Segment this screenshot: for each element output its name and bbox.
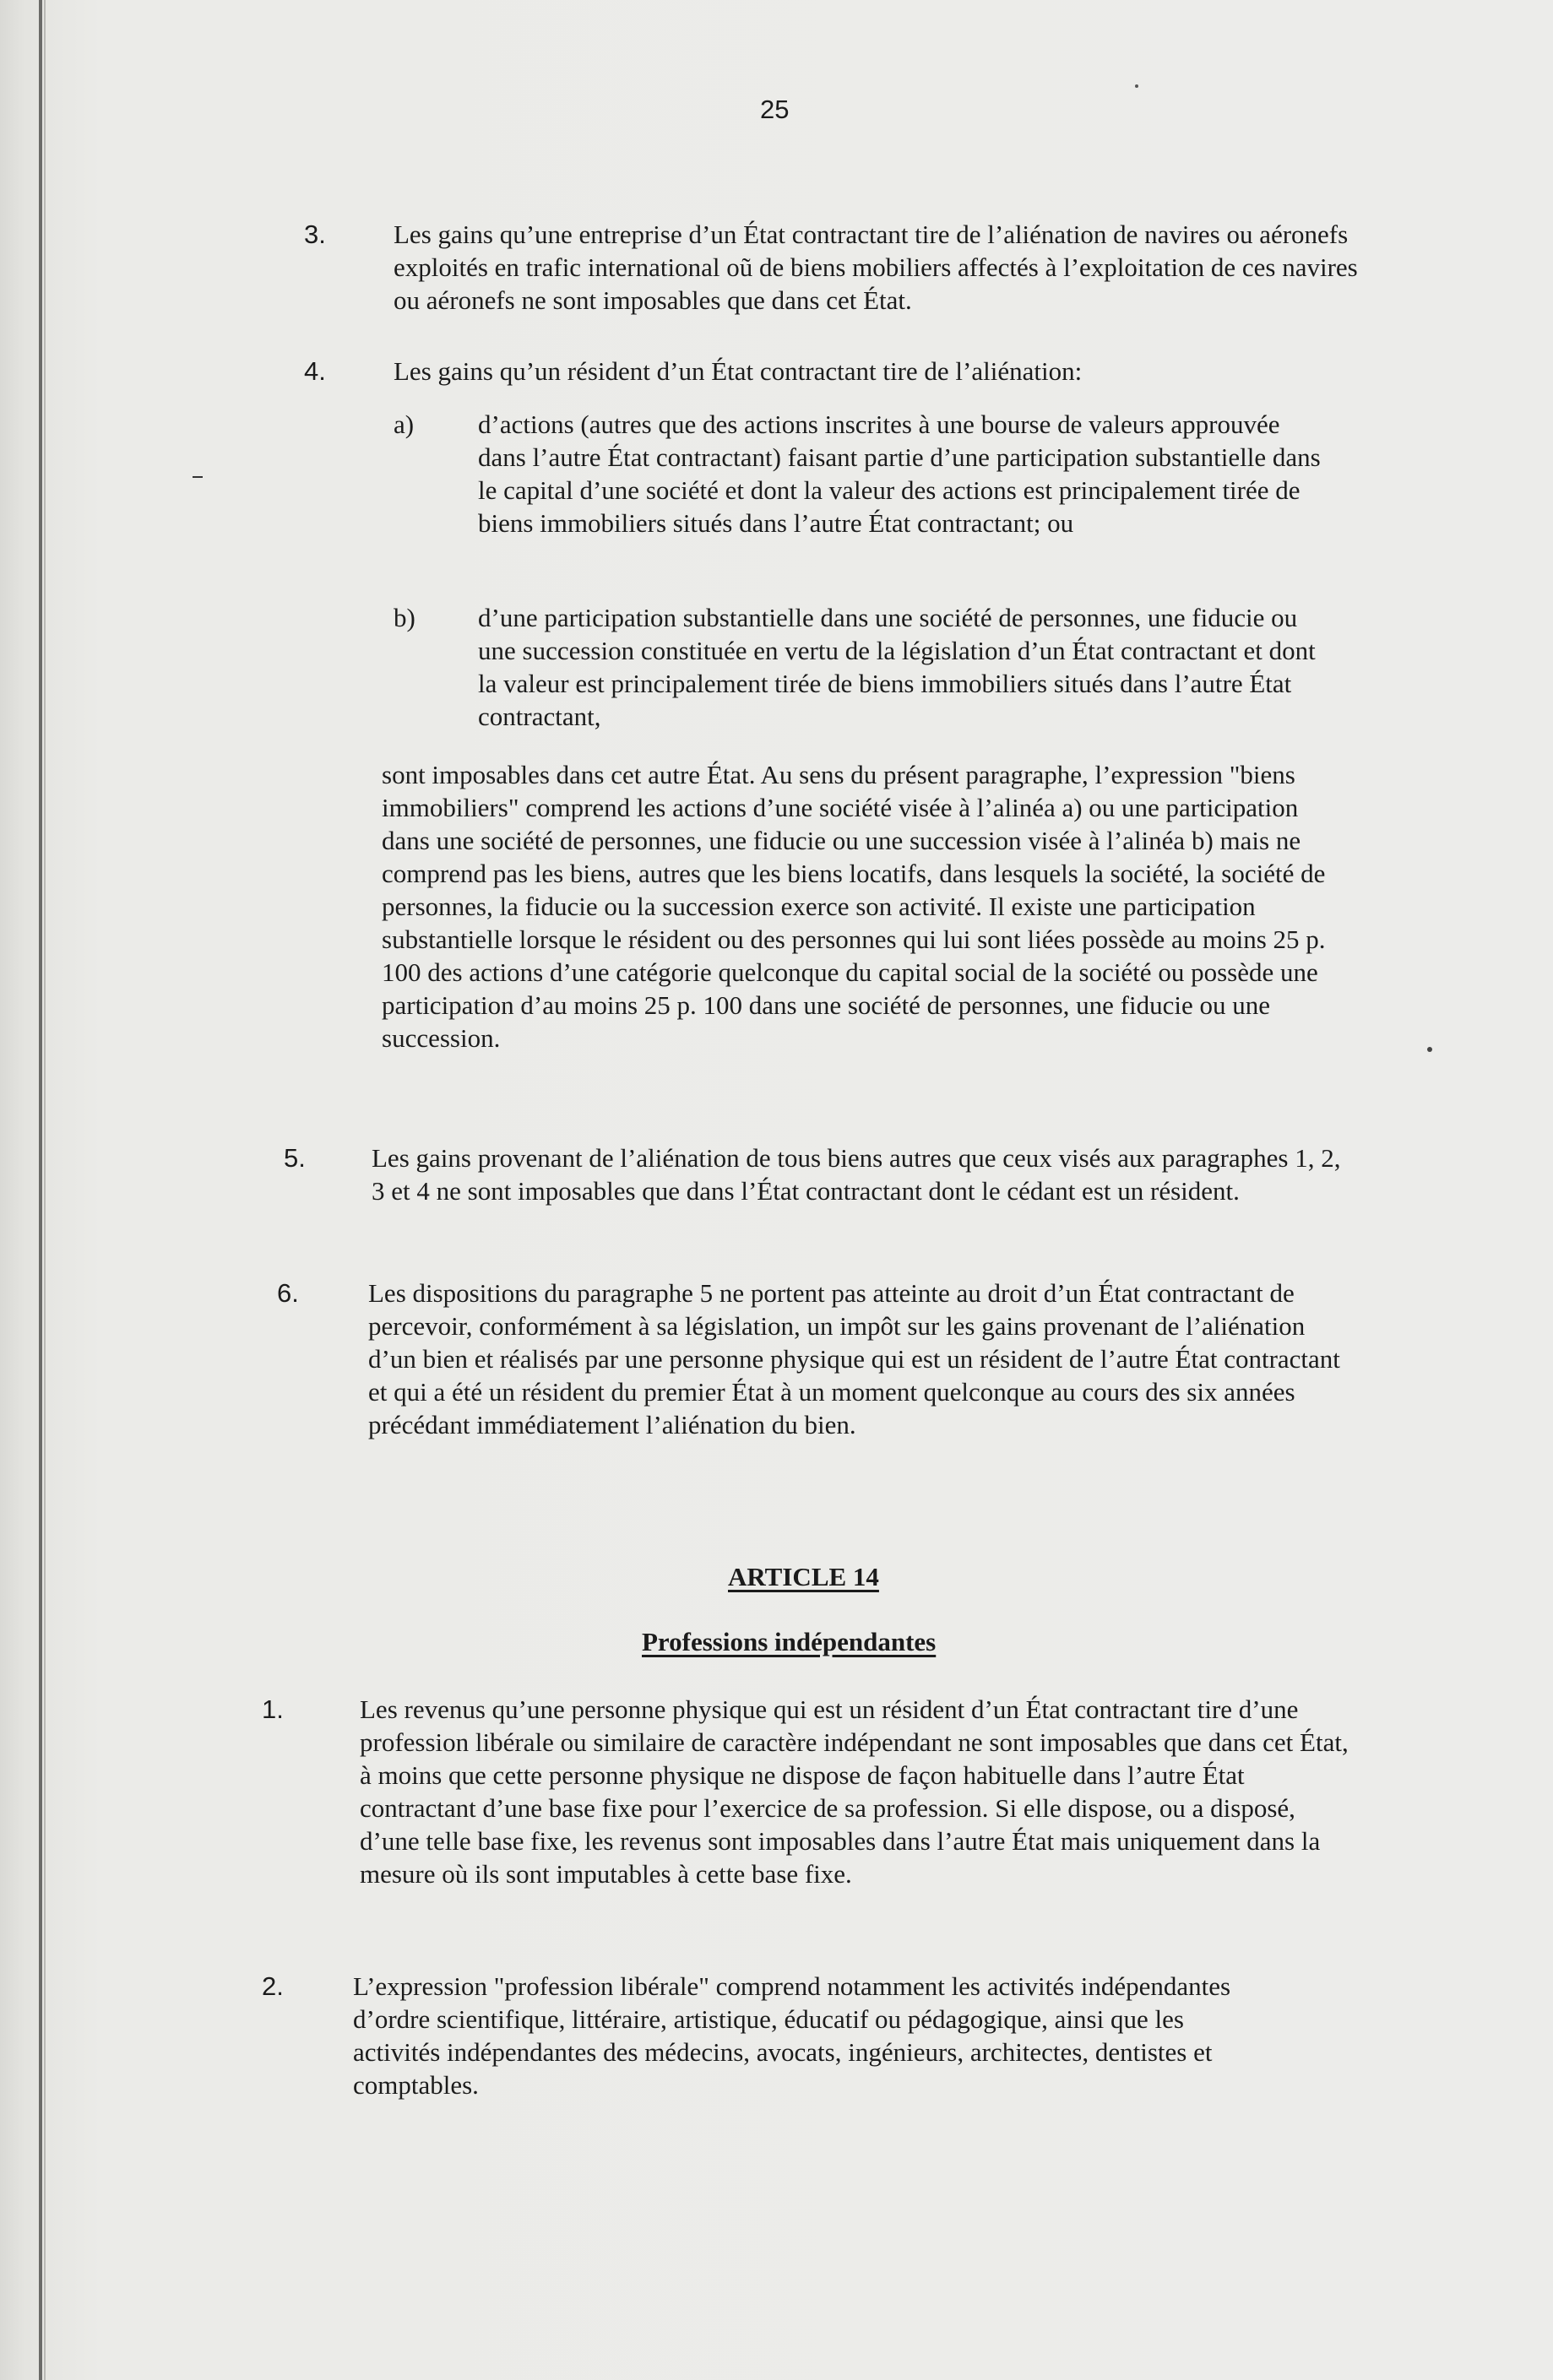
subparagraph-a-text: d’actions (autres que des actions inscrites à une bourse de valeurs approuvée dans l’autre État contractant) faisant partie d’une participation substantielle dans le capital d’une société et dont la valeur des actions est principalement tirée de biens immobiliers situés dans l’autre État contractant; ou [478,409,1321,538]
paragraph-5-text: Les gains provenant de l’aliénation de tous biens autres que ceux visés aux paragraphes 1, 2, 3 et 4 ne sont imposables que dans l’État contractant dont le cédant est un résident. [372,1143,1341,1206]
paragraph-5-number: 5. [284,1143,306,1173]
article-title: ARTICLE 14 [728,1562,879,1591]
subparagraph-a-label: a) [394,409,415,439]
paragraph-4-closing: sont imposables dans cet autre État. Au sens du présent paragraphe, l’expression "biens immobiliers" comprend les actions d’une société visée à l’alinéa a) ou une participation dans une société de personnes, une fiducie ou une succession visée à l’alinéa b) mais ne comprend pas les biens, autres que les biens locatifs, dans lesquels la société, la société de personnes, la fiducie ou la succession exerce son activité. Il existe une participation substantielle lorsque le résident ou des personnes qui lui sont liées possède au moins 25 p. 100 des actions d’une catégorie quelconque du capital social de la société ou possède une participation d’au moins 25 p. 100 dans une société de personnes, une fiducie ou une succession. [382,760,1326,1053]
subparagraph-b-label: b) [394,603,415,632]
paragraph-4-number: 4. [304,356,326,386]
paragraph-3-number: 3. [304,220,326,249]
article-paragraph-1-number: 1. [262,1694,284,1724]
paragraph-4-intro: Les gains qu’un résident d’un État contractant tire de l’aliénation: [394,356,1083,386]
article-paragraph-2-text: L’expression "profession libérale" comprend notamment les activités indépendantes d’ordre scientifique, littéraire, artistique, éducatif ou pédagogique, ainsi que les activités indépendantes des médecins, avocats, ingénieurs, architectes, dentistes et comptables. [353,1971,1231,2100]
article-subtitle: Professions indépendantes [642,1627,937,1656]
article-paragraph-1-text: Les revenus qu’une personne physique qui est un résident d’un État contractant tire d’une profession libérale ou similaire de caractère indépendant ne sont imposables que dans cet État, à moins que cette personne physique ne dispose de façon habituelle dans l’autre État contractant d’une base fixe pour l’exercice de sa profession. Si elle dispose, ou a disposé, d’une telle base fixe, les revenus sont imposables dans l’autre État mais uniquement dans la mesure où ils sont imputables à cette base fixe. [360,1694,1349,1889]
paragraph-6-text: Les dispositions du paragraphe 5 ne portent pas atteinte au droit d’un État contractant de percevoir, conformément à sa législation, un impôt sur les gains provenant de l’aliénation d’un bien et réalisés par une personne physique qui est un résident de l’autre État contractant et qui a été un résident du premier État à un moment quelconque au cours des six années précédant immédiatement l’aliénation du bien. [368,1278,1340,1439]
page-number: 25 [760,95,790,124]
subparagraph-b-text: d’une participation substantielle dans une société de personnes, une fiducie ou une succession constituée en vertu de la législation d’un État contractant et dont la valeur est principalement tirée de biens immobiliers situés dans l’autre État contractant, [478,603,1316,731]
paragraph-3-text: Les gains qu’une entreprise d’un État contractant tire de l’aliénation de navires ou aéronefs exploités en trafic international oũ de biens mobiliers affectés à l’exploitation de ces navires ou aéronefs ne sont imposables que dans cet État. [394,220,1358,315]
paragraph-6-number: 6. [277,1278,299,1308]
article-paragraph-2-number: 2. [262,1971,284,2001]
